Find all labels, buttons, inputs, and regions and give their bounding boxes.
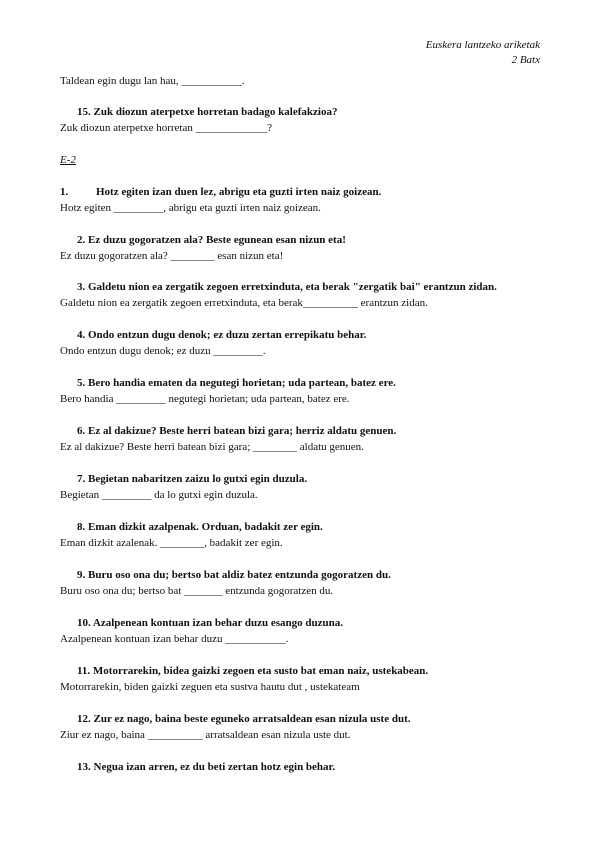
- answer-7: Begietan _________ da lo gutxi egin duzula.: [60, 489, 258, 501]
- question-4: 4. Ondo entzun dugu denok; ez duzu zertan errepikatu behar.: [77, 329, 367, 341]
- answer-8: Eman dizkit azalenak. ________, badakit zer egin.: [60, 537, 283, 549]
- answer-1: Hotz egiten _________, abrigu eta guzti irten naiz goizean.: [60, 202, 321, 214]
- question-11: 11. Motorrarekin, bidea gaizki zegoen eta susto bat eman naiz, ustekabean.: [77, 665, 429, 677]
- answer-2: Ez duzu gogoratzen ala? ________ esan nizun eta!: [60, 250, 284, 262]
- question-15: 15. Zuk diozun aterpetxe horretan badago kalefakzioa?: [77, 106, 338, 118]
- question-13: 13. Negua izan arren, ez du beti zertan hotz egin behar.: [77, 761, 336, 773]
- question-2: 2. Ez duzu gogoratzen ala? Beste egunean esan nizun eta!: [77, 234, 346, 246]
- answer-5: Bero handia _________ negutegi horietan; uda partean, batez ere.: [60, 393, 350, 405]
- answer-10: Azalpenean kontuan izan behar duzu ___________.: [60, 633, 289, 645]
- question-10: 10. Azalpenean kontuan izan behar duzu esango duzuna.: [77, 617, 344, 629]
- page-header: [426, 38, 540, 68]
- question-6: 6. Ez al dakizue? Beste herri batean bizi gara; herriz aldatu genuen.: [77, 425, 397, 437]
- question-1-text: Hotz egiten izan duen lez, abrigu eta guzti irten naiz goizean.: [96, 186, 382, 198]
- header-class: 2 Batx: [511, 54, 540, 66]
- question-7: 7. Begietan nabaritzen zaizu lo gutxi egin duzula.: [77, 473, 308, 485]
- question-1: [60, 186, 381, 199]
- section-title: E-2: [60, 154, 76, 166]
- question-8: 8. Eman dizkit azalpenak. Orduan, badakit zer egin.: [77, 521, 323, 533]
- answer-3: Galdetu nion ea zergatik zegoen erretxinduta, eta berak__________ erantzun zidan.: [60, 297, 428, 309]
- answer-6: Ez al dakizue? Beste herri batean bizi gara; ________ aldatu genuen.: [60, 441, 364, 453]
- intro-line: Taldean egin dugu lan hau, ___________.: [60, 75, 245, 87]
- answer-12: Ziur ez nago, baina __________ arratsaldean esan nizula uste dut.: [60, 729, 351, 741]
- answer-11: Motorrarekin, biden gaizki zeguen eta sustva hautu dut , ustekateam: [60, 681, 360, 693]
- question-1-number: 1.: [60, 186, 69, 198]
- question-12: 12. Zur ez nago, baina beste eguneko arratsaldean esan nizula uste dut.: [77, 713, 411, 725]
- answer-9: Buru oso ona du; bertso bat _______ entzunda gogoratzen du.: [60, 585, 334, 597]
- question-9: 9. Buru oso ona du; bertso bat aldiz batez entzunda gogoratzen du.: [77, 569, 391, 581]
- header-subject: Euskera lantzeko ariketak: [425, 39, 540, 51]
- answer-4: Ondo entzun dugu denok; ez duzu _________.: [60, 345, 266, 357]
- answer-15: Zuk diozun aterpetxe horretan _____________?: [60, 122, 272, 134]
- question-5: 5. Bero handia ematen da negutegi horietan; uda partean, batez ere.: [77, 377, 396, 389]
- question-3: 3. Galdetu nion ea zergatik zegoen erretxinduta, eta berak "zergatik bai" erantzun zidan.: [77, 281, 497, 293]
